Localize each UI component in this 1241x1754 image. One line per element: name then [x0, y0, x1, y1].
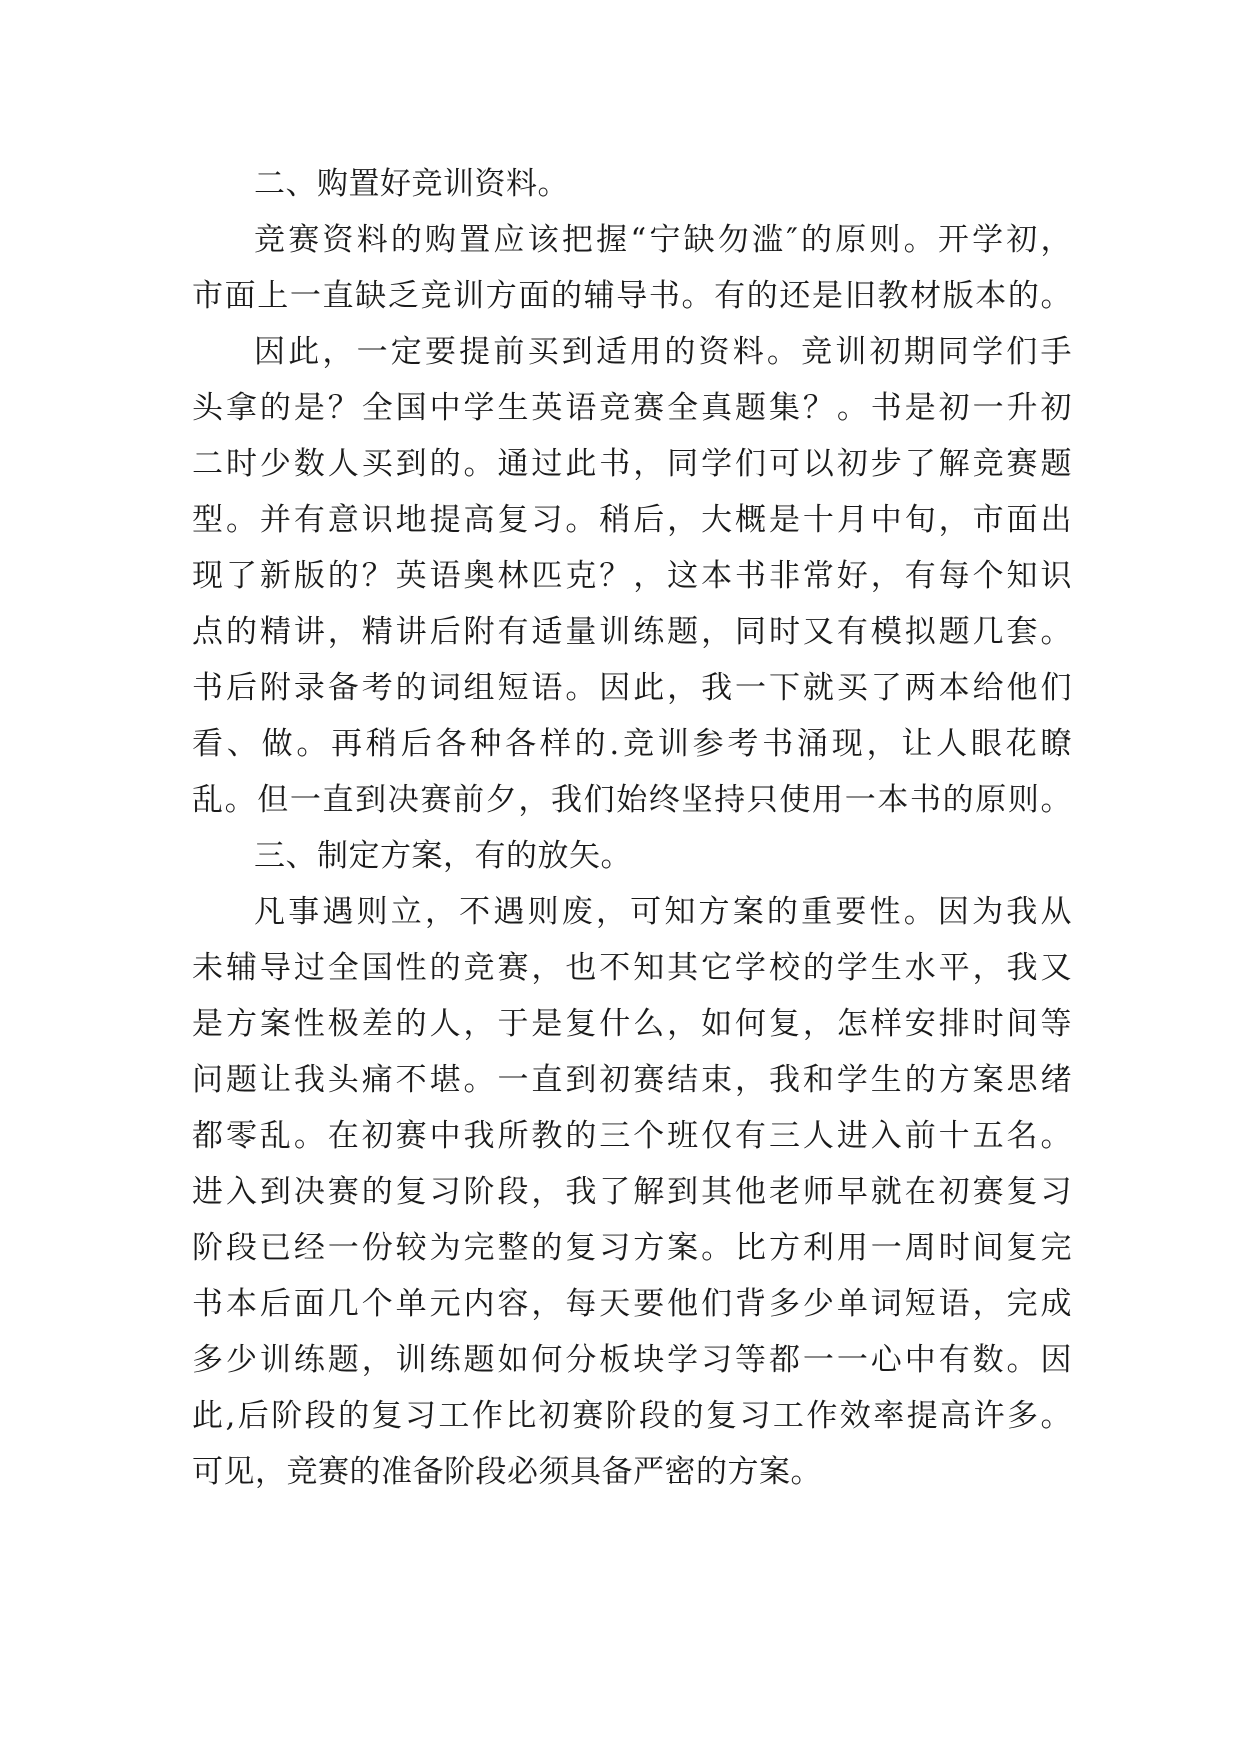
paragraph-line: 型。并有意识地提高复习。稍后，大概是十月中旬，市面出	[192, 502, 1072, 538]
paragraph-line: 二时少数人买到的。通过此书，同学们可以初步了解竞赛题	[192, 446, 1072, 482]
paragraph-line: 凡事遇则立，不遇则废，可知方案的重要性。因为我从	[254, 894, 1072, 930]
paragraph-line: 阶段已经一份较为完整的复习方案。比方利用一周时间复完	[192, 1230, 1072, 1266]
paragraph-line: 市面上一直缺乏竞训方面的辅导书。有的还是旧教材版本的。	[192, 278, 1072, 314]
paragraph-line: 竞赛资料的购置应该把握“宁缺勿滥″的原则。开学初，	[254, 222, 1072, 258]
paragraph-line: 多少训练题，训练题如何分板块学习等都一一心中有数。因	[192, 1342, 1072, 1378]
paragraph-line: 此,后阶段的复习工作比初赛阶段的复习工作效率提高许多。	[192, 1398, 1072, 1434]
paragraph-line: 是方案性极差的人，于是复什么，如何复，怎样安排时间等	[192, 1006, 1072, 1042]
paragraph-line: 现了新版的？英语奥林匹克？，这本书非常好，有每个知识	[192, 558, 1072, 594]
section-heading-two: 二、购置好竞训资料。	[254, 166, 569, 202]
paragraph-line: 乱。但一直到决赛前夕，我们始终坚持只使用一本书的原则。	[192, 782, 1072, 818]
section-heading-three: 三、制定方案，有的放矢。	[254, 838, 632, 874]
paragraph-line: 书后附录备考的词组短语。因此，我一下就买了两本给他们	[192, 670, 1072, 706]
document-body	[192, 156, 1072, 1500]
paragraph-line: 未辅导过全国性的竞赛，也不知其它学校的学生水平，我又	[192, 950, 1072, 986]
paragraph-line: 书本后面几个单元内容，每天要他们背多少单词短语，完成	[192, 1286, 1072, 1322]
paragraph-line: 头拿的是？全国中学生英语竞赛全真题集？。书是初一升初	[192, 390, 1072, 426]
paragraph-line: 进入到决赛的复习阶段，我了解到其他老师早就在初赛复习	[192, 1174, 1072, 1210]
paragraph-line: 点的精讲，精讲后附有适量训练题，同时又有模拟题几套。	[192, 614, 1072, 650]
paragraph-line: 都零乱。在初赛中我所教的三个班仅有三人进入前十五名。	[192, 1118, 1072, 1154]
paragraph-line: 可见，竞赛的准备阶段必须具备严密的方案。	[192, 1454, 822, 1490]
paragraph-line: 看、做。再稍后各种各样的.竞训参考书涌现，让人眼花瞭	[192, 726, 1072, 762]
paragraph-line: 因此，一定要提前买到适用的资料。竞训初期同学们手	[254, 334, 1072, 370]
paragraph-line: 问题让我头痛不堪。一直到初赛结束，我和学生的方案思绪	[192, 1062, 1072, 1098]
